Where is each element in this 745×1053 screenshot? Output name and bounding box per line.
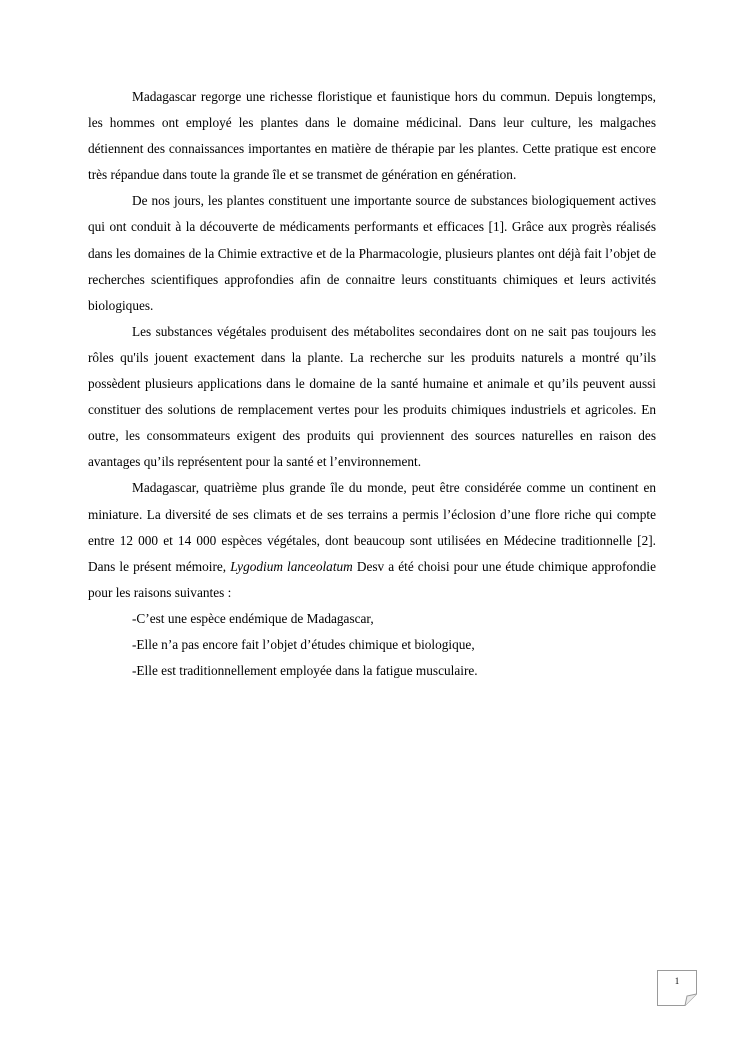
page-number-box <box>657 970 697 1006</box>
species-name: Lygodium lanceolatum <box>230 558 353 574</box>
document-body <box>88 84 656 684</box>
paragraph-metabolites: Les substances végétales produisent des métabolites secondaires dont on ne sait pas toujours les rôles qu'ils jouent exactement dans la plante. La recherche sur les produits naturels a montré qu’ils possèdent plusieurs applications dans le domaine de la santé humaine et animale et qu’ils peuvent aussi constituer des solutions de remplacement vertes pour les produits chimiques industriels et agricoles. En outre, les consommateurs exigent des produits qui proviennent des sources naturelles en raison des avantages qu’ils représentent pour la santé et l’environnement. <box>88 323 656 470</box>
paragraph-text-after: Desv a été choisi pour une étude chimique approfondie pour les raisons suivantes : <box>88 558 656 600</box>
reason-item: -Elle n’a pas encore fait l’objet d’études chimique et biologique, <box>132 636 475 652</box>
reason-item: -C’est une espèce endémique de Madagascar, <box>132 610 374 626</box>
paragraph-text-before: Madagascar, quatrième plus grande île du monde, peut être considérée comme un continent en miniature. La diversité de ses climats et de ses terrains a permis l’éclosion d’une flore riche qui compte entre 12 000 et 14 000 espèces végétales, dont beaucoup sont utilisées en Médecine traditionnelle [2]. Dans le présent mémoire, <box>88 480 656 574</box>
paragraph-madagascar-flora <box>88 475 656 605</box>
paragraph-active-substances: De nos jours, les plantes constituent une importante source de substances biologiquement actives qui ont conduit à la découverte de médicaments performants et efficaces [1]. Grâce aux progrès réalisés dans les domaines de la Chimie extractive et de la Pharmacologie, plusieurs plantes ont déjà fait l’objet de recherches scientifiques approfondies afin de connaitre leurs constituants chimiques et leurs activités biologiques. <box>88 193 656 313</box>
reason-item: -Elle est traditionnellement employée dans la fatigue musculaire. <box>132 663 478 679</box>
page-number: 1 <box>674 976 680 986</box>
paragraph-intro: Madagascar regorge une richesse floristique et faunistique hors du commun. Depuis longtemps, les hommes ont employé les plantes dans le domaine médicinal. Dans leur culture, les malgaches détiennent des connaissances importantes en matière de thérapie par les plantes. Cette pratique est encore très répandue dans toute la grande île et se transmet de génération en génération. <box>88 89 656 183</box>
